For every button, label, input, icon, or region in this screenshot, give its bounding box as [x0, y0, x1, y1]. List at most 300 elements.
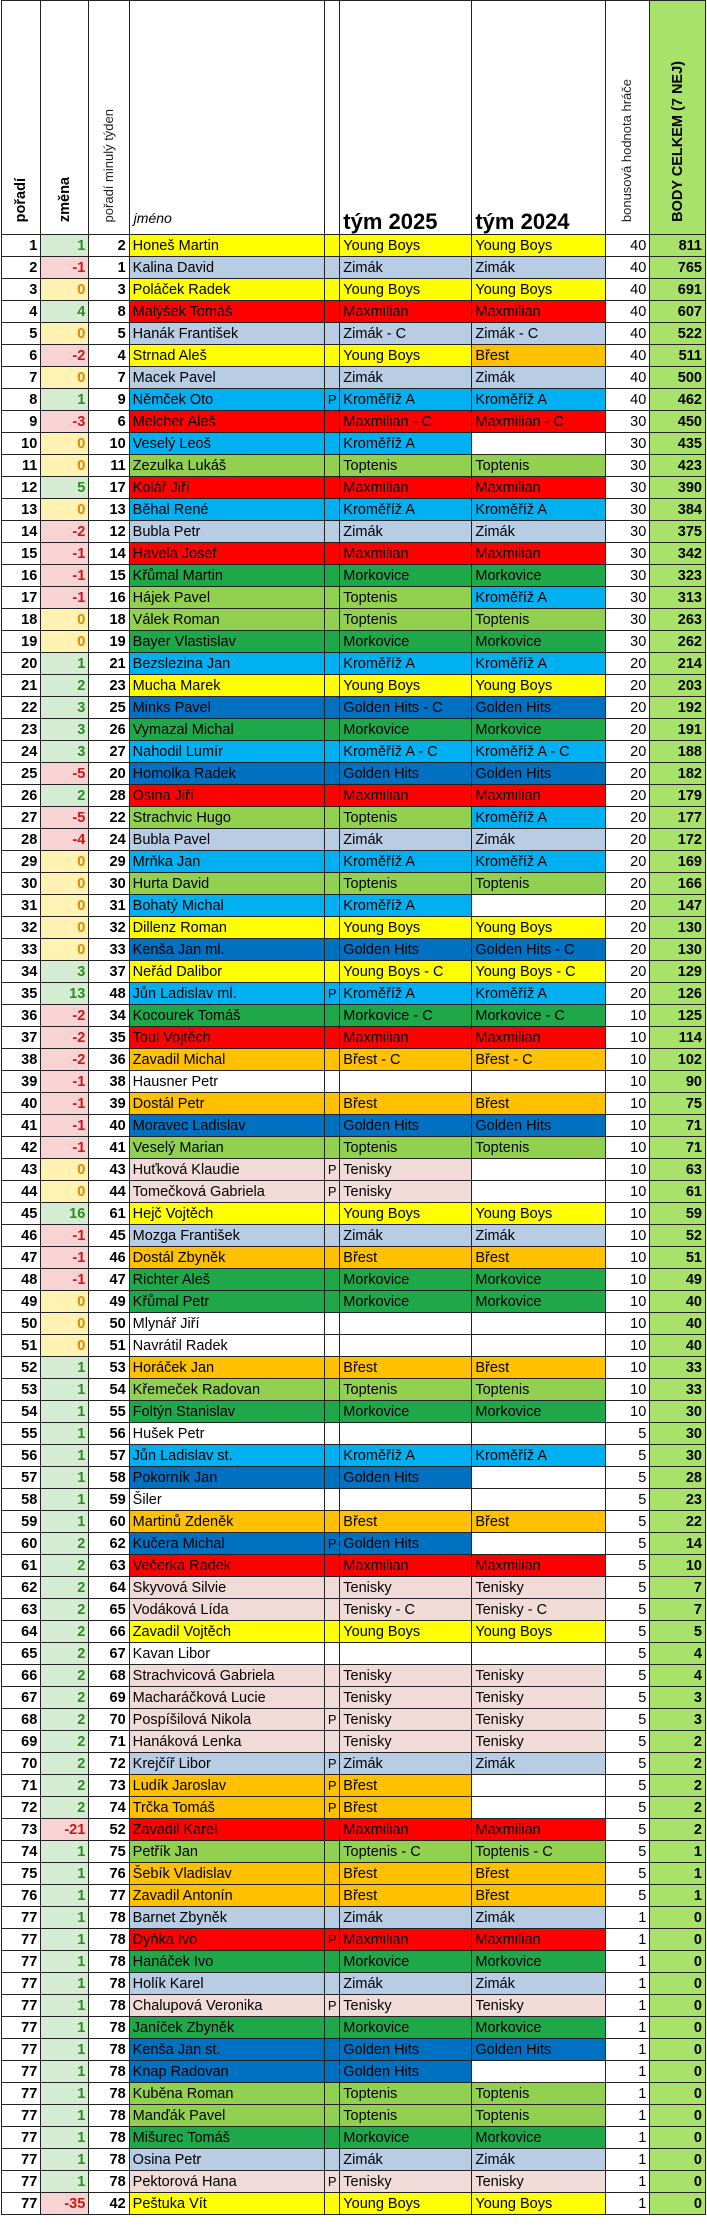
p-flag-cell[interactable]	[325, 2083, 340, 2105]
team-2024-cell[interactable]: Morkovice	[472, 1269, 605, 1291]
table-row[interactable]	[2, 653, 706, 675]
table-row[interactable]	[2, 631, 706, 653]
team-2025-cell[interactable]: Young Boys	[340, 675, 472, 697]
player-name-cell[interactable]: Skyvová Silvie	[129, 1577, 324, 1599]
total-points-cell[interactable]: 342	[650, 543, 706, 565]
change-cell[interactable]: 0	[41, 1291, 89, 1313]
rank-cell[interactable]: 8	[2, 389, 41, 411]
p-flag-cell[interactable]: P	[325, 1533, 340, 1555]
team-2024-cell[interactable]	[472, 2061, 605, 2083]
table-row[interactable]	[2, 961, 706, 983]
rank-cell[interactable]: 68	[2, 1709, 41, 1731]
prev-rank-cell[interactable]: 37	[89, 961, 129, 983]
player-name-cell[interactable]: Veselý Marian	[129, 1137, 324, 1159]
table-row[interactable]	[2, 851, 706, 873]
player-name-cell[interactable]: Kenša Jan st.	[129, 2039, 324, 2061]
p-flag-cell[interactable]	[325, 1203, 340, 1225]
prev-rank-cell[interactable]: 15	[89, 565, 129, 587]
total-points-cell[interactable]: 375	[650, 521, 706, 543]
prev-rank-cell[interactable]: 24	[89, 829, 129, 851]
bonus-cell[interactable]: 1	[605, 1973, 650, 1995]
team-2025-cell[interactable]: Toptenis	[340, 455, 472, 477]
team-2024-cell[interactable]: Kroměříž A - C	[472, 741, 605, 763]
bonus-cell[interactable]: 5	[605, 1731, 650, 1753]
change-cell[interactable]: 2	[41, 1709, 89, 1731]
rank-cell[interactable]: 77	[2, 1929, 41, 1951]
table-row[interactable]	[2, 895, 706, 917]
player-name-cell[interactable]: Petřík Jan	[129, 1841, 324, 1863]
table-row[interactable]	[2, 1643, 706, 1665]
change-cell[interactable]: 2	[41, 1533, 89, 1555]
prev-rank-cell[interactable]: 78	[89, 2061, 129, 2083]
rank-cell[interactable]: 20	[2, 653, 41, 675]
p-flag-cell[interactable]	[325, 565, 340, 587]
table-row[interactable]	[2, 2127, 706, 2149]
bonus-cell[interactable]: 10	[605, 1159, 650, 1181]
bonus-cell[interactable]: 40	[605, 323, 650, 345]
rank-cell[interactable]: 6	[2, 345, 41, 367]
change-cell[interactable]: 1	[41, 1489, 89, 1511]
prev-rank-cell[interactable]: 42	[89, 2193, 129, 2215]
team-2024-cell[interactable]: Zimák	[472, 521, 605, 543]
change-cell[interactable]: 0	[41, 631, 89, 653]
total-points-cell[interactable]: 3	[650, 1709, 706, 1731]
change-cell[interactable]: -21	[41, 1819, 89, 1841]
team-2025-cell[interactable]: Morkovice	[340, 719, 472, 741]
rank-cell[interactable]: 64	[2, 1621, 41, 1643]
table-row[interactable]	[2, 1247, 706, 1269]
team-2025-cell[interactable]: Zimák	[340, 1907, 472, 1929]
bonus-cell[interactable]: 10	[605, 1115, 650, 1137]
p-flag-cell[interactable]	[325, 1643, 340, 1665]
team-2024-cell[interactable]	[472, 1489, 605, 1511]
p-flag-cell[interactable]	[325, 1379, 340, 1401]
rank-cell[interactable]: 46	[2, 1225, 41, 1247]
player-name-cell[interactable]: Richter Aleš	[129, 1269, 324, 1291]
prev-rank-cell[interactable]: 36	[89, 1049, 129, 1071]
team-2024-cell[interactable]	[472, 1159, 605, 1181]
change-cell[interactable]: 1	[41, 1445, 89, 1467]
team-2025-cell[interactable]: Kroměříž A	[340, 499, 472, 521]
change-cell[interactable]: -1	[41, 1071, 89, 1093]
rank-cell[interactable]: 23	[2, 719, 41, 741]
team-2025-cell[interactable]: Morkovice	[340, 1291, 472, 1313]
rank-cell[interactable]: 71	[2, 1775, 41, 1797]
team-2024-cell[interactable]: Kroměříž A	[472, 1445, 605, 1467]
change-cell[interactable]: -1	[41, 1115, 89, 1137]
team-2025-cell[interactable]: Morkovice	[340, 565, 472, 587]
player-name-cell[interactable]: Hanáková Lenka	[129, 1731, 324, 1753]
team-2025-cell[interactable]: Golden Hits	[340, 1533, 472, 1555]
prev-rank-cell[interactable]: 47	[89, 1269, 129, 1291]
team-2025-cell[interactable]	[340, 1335, 472, 1357]
team-2025-cell[interactable]: Morkovice - C	[340, 1005, 472, 1027]
bonus-cell[interactable]: 5	[605, 1709, 650, 1731]
p-flag-cell[interactable]	[325, 587, 340, 609]
p-flag-cell[interactable]	[325, 1731, 340, 1753]
header-prev-rank[interactable]: pořadí minulý týden	[89, 1, 129, 235]
team-2025-cell[interactable]: Toptenis	[340, 609, 472, 631]
table-row[interactable]	[2, 323, 706, 345]
rank-cell[interactable]: 59	[2, 1511, 41, 1533]
total-points-cell[interactable]: 52	[650, 1225, 706, 1247]
rank-cell[interactable]: 51	[2, 1335, 41, 1357]
team-2024-cell[interactable]: Kroměříž A	[472, 851, 605, 873]
p-flag-cell[interactable]	[325, 851, 340, 873]
team-2024-cell[interactable]: Tenisky	[472, 1577, 605, 1599]
change-cell[interactable]: 2	[41, 1753, 89, 1775]
prev-rank-cell[interactable]: 13	[89, 499, 129, 521]
player-name-cell[interactable]: Hanák František	[129, 323, 324, 345]
rank-cell[interactable]: 1	[2, 235, 41, 257]
bonus-cell[interactable]: 1	[605, 2127, 650, 2149]
p-flag-cell[interactable]	[325, 1599, 340, 1621]
team-2024-cell[interactable]: Maxmilian	[472, 785, 605, 807]
prev-rank-cell[interactable]: 65	[89, 1599, 129, 1621]
p-flag-cell[interactable]	[325, 1687, 340, 1709]
p-flag-cell[interactable]	[325, 609, 340, 631]
p-flag-cell[interactable]	[325, 257, 340, 279]
total-points-cell[interactable]: 33	[650, 1379, 706, 1401]
player-name-cell[interactable]: Toul Vojtěch	[129, 1027, 324, 1049]
p-flag-cell[interactable]	[325, 653, 340, 675]
total-points-cell[interactable]: 0	[650, 2017, 706, 2039]
p-flag-cell[interactable]	[325, 1489, 340, 1511]
player-name-cell[interactable]: Mišurec Tomáš	[129, 2127, 324, 2149]
rank-cell[interactable]: 21	[2, 675, 41, 697]
prev-rank-cell[interactable]: 78	[89, 1929, 129, 1951]
rank-cell[interactable]: 32	[2, 917, 41, 939]
total-points-cell[interactable]: 1	[650, 1863, 706, 1885]
p-flag-cell[interactable]	[325, 1313, 340, 1335]
prev-rank-cell[interactable]: 39	[89, 1093, 129, 1115]
table-row[interactable]	[2, 763, 706, 785]
change-cell[interactable]: -1	[41, 1093, 89, 1115]
header-name[interactable]: jméno	[129, 1, 324, 235]
table-row[interactable]	[2, 477, 706, 499]
bonus-cell[interactable]: 20	[605, 785, 650, 807]
team-2024-cell[interactable]: Toptenis	[472, 2083, 605, 2105]
prev-rank-cell[interactable]: 19	[89, 631, 129, 653]
bonus-cell[interactable]: 1	[605, 2171, 650, 2193]
player-name-cell[interactable]: Vodáková Lída	[129, 1599, 324, 1621]
rank-cell[interactable]: 77	[2, 2061, 41, 2083]
total-points-cell[interactable]: 40	[650, 1291, 706, 1313]
table-row[interactable]	[2, 1753, 706, 1775]
player-name-cell[interactable]: Martinů Zdeněk	[129, 1511, 324, 1533]
table-row[interactable]	[2, 1181, 706, 1203]
total-points-cell[interactable]: 1	[650, 1841, 706, 1863]
change-cell[interactable]: 1	[41, 1995, 89, 2017]
team-2025-cell[interactable]: Břest	[340, 1511, 472, 1533]
player-name-cell[interactable]: Mlynář Jiří	[129, 1313, 324, 1335]
change-cell[interactable]: 0	[41, 851, 89, 873]
p-flag-cell[interactable]: P	[325, 1753, 340, 1775]
table-row[interactable]	[2, 1269, 706, 1291]
rank-cell[interactable]: 77	[2, 2105, 41, 2127]
prev-rank-cell[interactable]: 78	[89, 2039, 129, 2061]
team-2024-cell[interactable]: Tenisky	[472, 1995, 605, 2017]
team-2025-cell[interactable]	[340, 1313, 472, 1335]
rank-cell[interactable]: 19	[2, 631, 41, 653]
total-points-cell[interactable]: 522	[650, 323, 706, 345]
prev-rank-cell[interactable]: 11	[89, 455, 129, 477]
prev-rank-cell[interactable]: 50	[89, 1313, 129, 1335]
player-name-cell[interactable]: Strnad Aleš	[129, 345, 324, 367]
table-row[interactable]	[2, 389, 706, 411]
change-cell[interactable]: -1	[41, 257, 89, 279]
player-name-cell[interactable]: Ludík Jaroslav	[129, 1775, 324, 1797]
p-flag-cell[interactable]	[325, 543, 340, 565]
total-points-cell[interactable]: 188	[650, 741, 706, 763]
table-row[interactable]	[2, 2105, 706, 2127]
player-name-cell[interactable]: Mucha Marek	[129, 675, 324, 697]
header-total-points[interactable]: BODY CELKEM (7 NEJ)	[650, 1, 706, 235]
table-row[interactable]	[2, 1907, 706, 1929]
team-2025-cell[interactable]: Maxmilian	[340, 301, 472, 323]
p-flag-cell[interactable]	[325, 2061, 340, 2083]
player-name-cell[interactable]: Neřád Dalibor	[129, 961, 324, 983]
prev-rank-cell[interactable]: 31	[89, 895, 129, 917]
prev-rank-cell[interactable]: 10	[89, 433, 129, 455]
prev-rank-cell[interactable]: 8	[89, 301, 129, 323]
p-flag-cell[interactable]	[325, 1951, 340, 1973]
total-points-cell[interactable]: 263	[650, 609, 706, 631]
player-name-cell[interactable]: Huťková Klaudie	[129, 1159, 324, 1181]
bonus-cell[interactable]: 1	[605, 1929, 650, 1951]
total-points-cell[interactable]: 0	[650, 1951, 706, 1973]
prev-rank-cell[interactable]: 20	[89, 763, 129, 785]
p-flag-cell[interactable]	[325, 1621, 340, 1643]
prev-rank-cell[interactable]: 46	[89, 1247, 129, 1269]
bonus-cell[interactable]: 1	[605, 1907, 650, 1929]
bonus-cell[interactable]: 10	[605, 1093, 650, 1115]
table-row[interactable]	[2, 983, 706, 1005]
prev-rank-cell[interactable]: 40	[89, 1115, 129, 1137]
table-row[interactable]	[2, 2171, 706, 2193]
rank-cell[interactable]: 36	[2, 1005, 41, 1027]
table-row[interactable]	[2, 1775, 706, 1797]
change-cell[interactable]: 1	[41, 2061, 89, 2083]
bonus-cell[interactable]: 10	[605, 1357, 650, 1379]
bonus-cell[interactable]: 1	[605, 2039, 650, 2061]
rank-cell[interactable]: 62	[2, 1577, 41, 1599]
change-cell[interactable]: -1	[41, 543, 89, 565]
bonus-cell[interactable]: 5	[605, 1511, 650, 1533]
change-cell[interactable]: 0	[41, 895, 89, 917]
p-flag-cell[interactable]	[325, 2193, 340, 2215]
team-2024-cell[interactable]: Kroměříž A	[472, 983, 605, 1005]
total-points-cell[interactable]: 126	[650, 983, 706, 1005]
p-flag-cell[interactable]	[325, 1049, 340, 1071]
table-row[interactable]	[2, 279, 706, 301]
p-flag-cell[interactable]	[325, 675, 340, 697]
team-2025-cell[interactable]: Břest	[340, 1797, 472, 1819]
player-name-cell[interactable]: Hausner Petr	[129, 1071, 324, 1093]
player-name-cell[interactable]: Křůmal Petr	[129, 1291, 324, 1313]
bonus-cell[interactable]: 1	[605, 1995, 650, 2017]
p-flag-cell[interactable]	[325, 785, 340, 807]
player-name-cell[interactable]: Nahodil Lumír	[129, 741, 324, 763]
bonus-cell[interactable]: 5	[605, 1445, 650, 1467]
prev-rank-cell[interactable]: 43	[89, 1159, 129, 1181]
rank-cell[interactable]: 15	[2, 543, 41, 565]
p-flag-cell[interactable]	[325, 1467, 340, 1489]
team-2025-cell[interactable]	[340, 1071, 472, 1093]
prev-rank-cell[interactable]: 61	[89, 1203, 129, 1225]
rank-cell[interactable]: 77	[2, 2083, 41, 2105]
rank-cell[interactable]: 31	[2, 895, 41, 917]
total-points-cell[interactable]: 33	[650, 1357, 706, 1379]
total-points-cell[interactable]: 63	[650, 1159, 706, 1181]
rank-cell[interactable]: 12	[2, 477, 41, 499]
prev-rank-cell[interactable]: 67	[89, 1643, 129, 1665]
bonus-cell[interactable]: 20	[605, 741, 650, 763]
rank-cell[interactable]: 42	[2, 1137, 41, 1159]
total-points-cell[interactable]: 0	[650, 2171, 706, 2193]
total-points-cell[interactable]: 49	[650, 1269, 706, 1291]
player-name-cell[interactable]: Hájek Pavel	[129, 587, 324, 609]
rank-cell[interactable]: 77	[2, 1907, 41, 1929]
bonus-cell[interactable]: 10	[605, 1137, 650, 1159]
table-row[interactable]	[2, 1093, 706, 1115]
p-flag-cell[interactable]	[325, 411, 340, 433]
team-2025-cell[interactable]: Kroměříž A	[340, 653, 472, 675]
prev-rank-cell[interactable]: 3	[89, 279, 129, 301]
total-points-cell[interactable]: 30	[650, 1445, 706, 1467]
total-points-cell[interactable]: 51	[650, 1247, 706, 1269]
bonus-cell[interactable]: 20	[605, 807, 650, 829]
table-row[interactable]	[2, 2061, 706, 2083]
rank-cell[interactable]: 35	[2, 983, 41, 1005]
change-cell[interactable]: 2	[41, 1599, 89, 1621]
prev-rank-cell[interactable]: 32	[89, 917, 129, 939]
team-2025-cell[interactable]: Maxmilian	[340, 477, 472, 499]
rank-cell[interactable]: 30	[2, 873, 41, 895]
change-cell[interactable]: -1	[41, 1137, 89, 1159]
team-2025-cell[interactable]: Toptenis	[340, 2083, 472, 2105]
team-2025-cell[interactable]: Zimák	[340, 2149, 472, 2171]
rank-cell[interactable]: 77	[2, 2171, 41, 2193]
bonus-cell[interactable]: 20	[605, 917, 650, 939]
player-name-cell[interactable]: Macharáčková Lucie	[129, 1687, 324, 1709]
prev-rank-cell[interactable]: 26	[89, 719, 129, 741]
total-points-cell[interactable]: 214	[650, 653, 706, 675]
table-row[interactable]	[2, 1973, 706, 1995]
bonus-cell[interactable]: 1	[605, 2083, 650, 2105]
team-2025-cell[interactable]: Zimák	[340, 1225, 472, 1247]
team-2024-cell[interactable]	[472, 1313, 605, 1335]
team-2025-cell[interactable]: Toptenis	[340, 1137, 472, 1159]
team-2024-cell[interactable]: Maxmilian	[472, 1819, 605, 1841]
p-flag-cell[interactable]	[325, 1511, 340, 1533]
prev-rank-cell[interactable]: 78	[89, 2171, 129, 2193]
rank-cell[interactable]: 65	[2, 1643, 41, 1665]
table-row[interactable]	[2, 917, 706, 939]
table-row[interactable]	[2, 1379, 706, 1401]
player-name-cell[interactable]: Dyňka Ivo	[129, 1929, 324, 1951]
player-name-cell[interactable]: Kenša Jan ml.	[129, 939, 324, 961]
player-name-cell[interactable]: Jůn Ladislav ml.	[129, 983, 324, 1005]
bonus-cell[interactable]: 10	[605, 1225, 650, 1247]
table-row[interactable]	[2, 1819, 706, 1841]
header-bonus[interactable]: bonusová hodnota hráče	[605, 1, 650, 235]
prev-rank-cell[interactable]: 63	[89, 1555, 129, 1577]
bonus-cell[interactable]: 10	[605, 1071, 650, 1093]
player-name-cell[interactable]: Bohatý Michal	[129, 895, 324, 917]
team-2024-cell[interactable]: Břest	[472, 345, 605, 367]
player-name-cell[interactable]: Krejčíř Libor	[129, 1753, 324, 1775]
team-2025-cell[interactable]: Břest	[340, 1247, 472, 1269]
team-2024-cell[interactable]: Břest	[472, 1247, 605, 1269]
change-cell[interactable]: -2	[41, 1049, 89, 1071]
team-2024-cell[interactable]	[472, 1467, 605, 1489]
team-2025-cell[interactable]: Young Boys	[340, 1621, 472, 1643]
bonus-cell[interactable]: 10	[605, 1313, 650, 1335]
player-name-cell[interactable]: Zavadil Antonín	[129, 1885, 324, 1907]
team-2024-cell[interactable]: Young Boys	[472, 2193, 605, 2215]
team-2024-cell[interactable]: Tenisky	[472, 1665, 605, 1687]
team-2024-cell[interactable]: Břest	[472, 1863, 605, 1885]
rank-cell[interactable]: 47	[2, 1247, 41, 1269]
team-2024-cell[interactable]: Toptenis	[472, 609, 605, 631]
prev-rank-cell[interactable]: 1	[89, 257, 129, 279]
total-points-cell[interactable]: 0	[650, 2061, 706, 2083]
prev-rank-cell[interactable]: 9	[89, 389, 129, 411]
p-flag-cell[interactable]	[325, 2149, 340, 2171]
team-2024-cell[interactable]: Tenisky	[472, 1731, 605, 1753]
p-flag-cell[interactable]	[325, 1445, 340, 1467]
table-row[interactable]	[2, 609, 706, 631]
prev-rank-cell[interactable]: 78	[89, 1907, 129, 1929]
team-2024-cell[interactable]	[472, 1181, 605, 1203]
team-2025-cell[interactable]: Morkovice	[340, 2017, 472, 2039]
player-name-cell[interactable]: Večerka Radek	[129, 1555, 324, 1577]
player-name-cell[interactable]: Veselý Leoš	[129, 433, 324, 455]
rank-cell[interactable]: 77	[2, 2193, 41, 2215]
prev-rank-cell[interactable]: 2	[89, 235, 129, 257]
prev-rank-cell[interactable]: 12	[89, 521, 129, 543]
team-2024-cell[interactable]: Toptenis	[472, 2105, 605, 2127]
team-2025-cell[interactable]: Golden Hits	[340, 1467, 472, 1489]
change-cell[interactable]: -5	[41, 807, 89, 829]
total-points-cell[interactable]: 4	[650, 1643, 706, 1665]
team-2024-cell[interactable]: Morkovice	[472, 565, 605, 587]
team-2025-cell[interactable]: Tenisky	[340, 1687, 472, 1709]
player-name-cell[interactable]: Kučera Michal	[129, 1533, 324, 1555]
team-2024-cell[interactable]: Zimák	[472, 2149, 605, 2171]
prev-rank-cell[interactable]: 27	[89, 741, 129, 763]
player-name-cell[interactable]: Osina Petr	[129, 2149, 324, 2171]
table-row[interactable]	[2, 2193, 706, 2215]
change-cell[interactable]: 1	[41, 1379, 89, 1401]
team-2024-cell[interactable]: Toptenis	[472, 455, 605, 477]
team-2025-cell[interactable]: Young Boys	[340, 2193, 472, 2215]
prev-rank-cell[interactable]: 73	[89, 1775, 129, 1797]
prev-rank-cell[interactable]: 78	[89, 2017, 129, 2039]
bonus-cell[interactable]: 5	[605, 1423, 650, 1445]
prev-rank-cell[interactable]: 34	[89, 1005, 129, 1027]
change-cell[interactable]: 1	[41, 1929, 89, 1951]
table-row[interactable]	[2, 1467, 706, 1489]
rank-cell[interactable]: 17	[2, 587, 41, 609]
table-row[interactable]	[2, 1357, 706, 1379]
bonus-cell[interactable]: 40	[605, 345, 650, 367]
team-2024-cell[interactable]: Golden Hits	[472, 763, 605, 785]
team-2025-cell[interactable]: Zimák	[340, 367, 472, 389]
bonus-cell[interactable]: 1	[605, 2149, 650, 2171]
prev-rank-cell[interactable]: 28	[89, 785, 129, 807]
